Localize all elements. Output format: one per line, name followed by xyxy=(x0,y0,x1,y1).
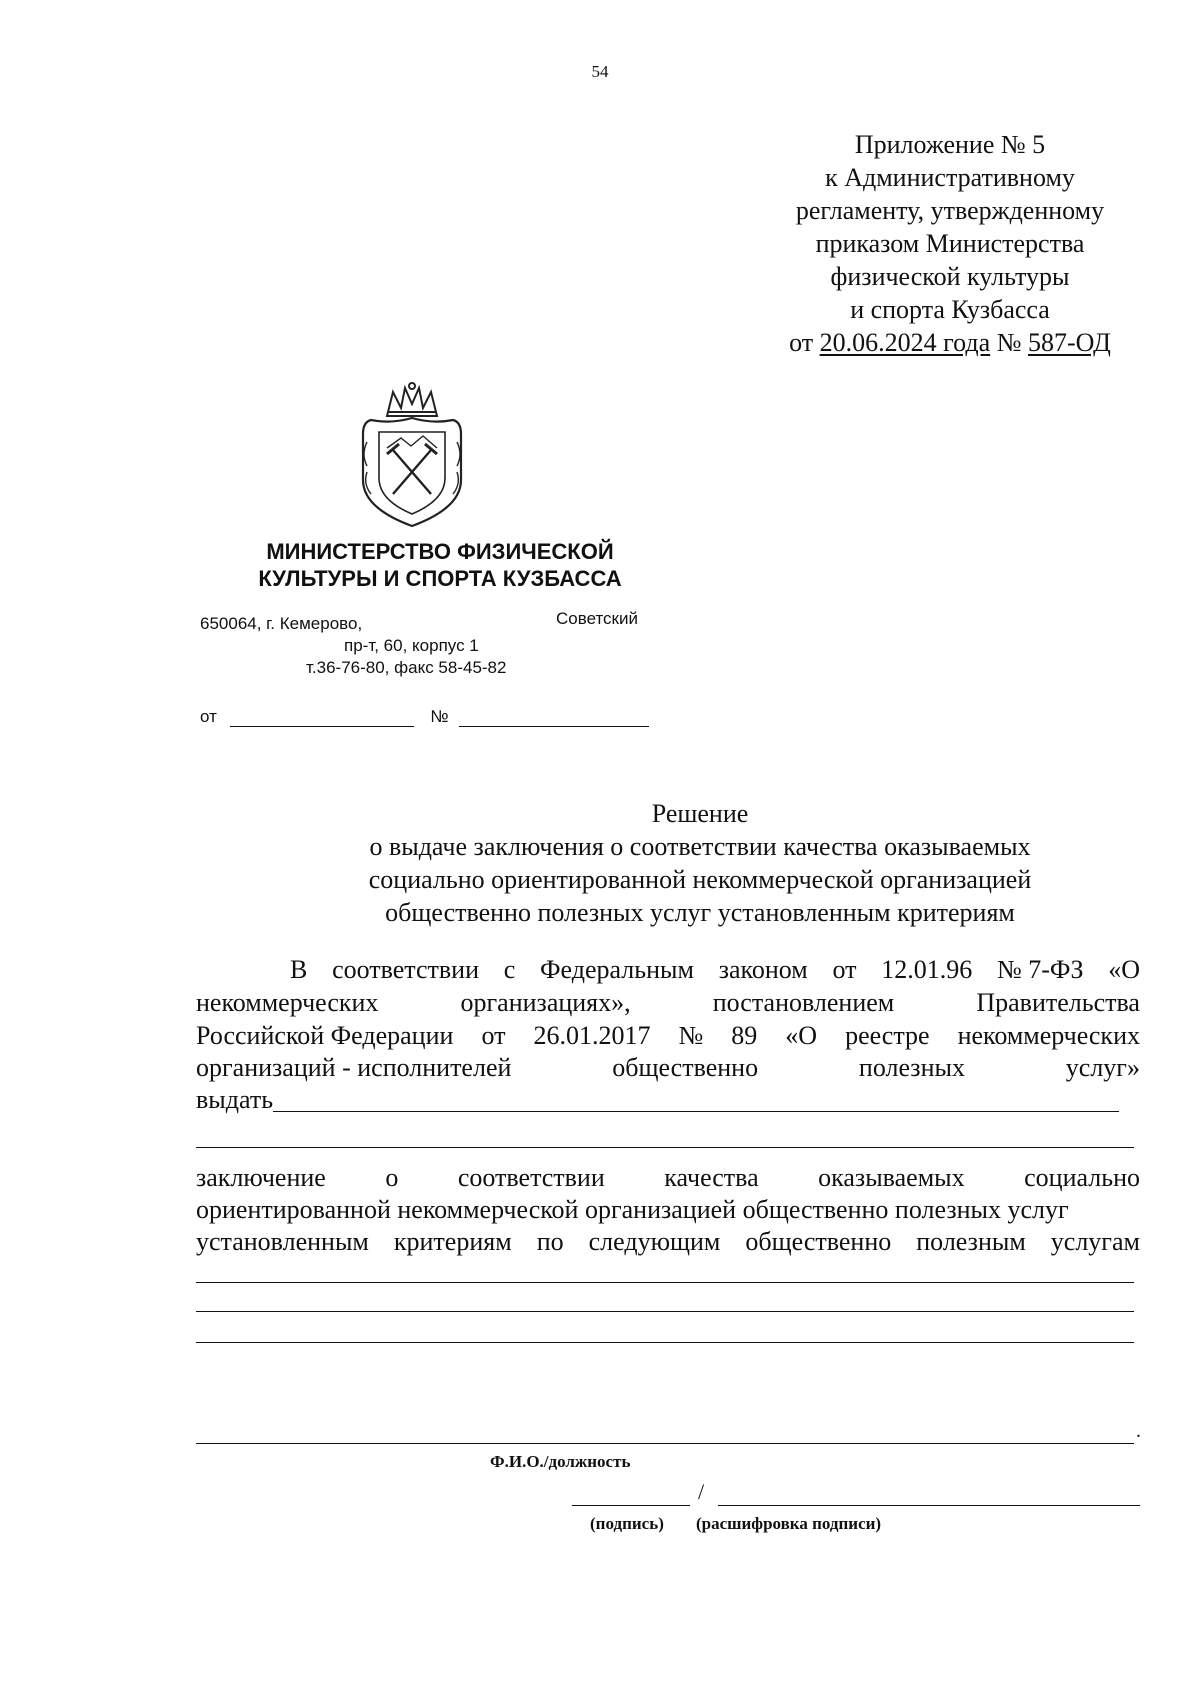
body-word: реестре xyxy=(845,1021,930,1050)
order-number: 587-ОД xyxy=(1028,328,1111,357)
order-number-sign: № xyxy=(996,328,1022,357)
appendix-line: регламенту, утвержденному xyxy=(795,196,1105,225)
signature-decoding-label: (расшифровка подписи) xyxy=(696,1514,882,1533)
body-text xyxy=(196,955,1140,1265)
body-word: о xyxy=(385,1163,399,1192)
body-word: некоммерческих xyxy=(196,988,379,1017)
address-street: Советский xyxy=(556,609,638,628)
services-line[interactable] xyxy=(196,1282,1134,1283)
body-word: 89 xyxy=(731,1021,758,1050)
signature-line[interactable] xyxy=(572,1505,690,1506)
body-word: организаций - исполнителей xyxy=(196,1053,512,1082)
body-word: законом xyxy=(718,955,808,984)
body-word: качества xyxy=(664,1163,759,1192)
order-prefix: от xyxy=(789,328,814,357)
appendix-header xyxy=(740,128,1160,359)
body-line xyxy=(196,1195,1140,1225)
body-word: «О xyxy=(1108,955,1140,984)
body-word: некоммерческих xyxy=(957,1021,1140,1050)
issue-line xyxy=(196,1085,1140,1115)
body-word: заключение xyxy=(196,1163,326,1192)
signature-slash: / xyxy=(698,1479,705,1504)
ministry-name xyxy=(220,538,660,592)
registration-date-label: от xyxy=(200,707,217,726)
body-line xyxy=(196,1163,1140,1193)
body-word: 26.01.2017 xyxy=(533,1021,651,1050)
decision-heading xyxy=(300,797,1100,929)
address-city: 650064, г. Кемерово, xyxy=(200,614,363,633)
body-word: услугам xyxy=(1050,1227,1140,1256)
body-word: по xyxy=(536,1227,564,1256)
body-word: 12.01.96 xyxy=(881,955,973,984)
body-word: общественно xyxy=(612,1053,759,1082)
issue-recipient-field[interactable] xyxy=(273,1085,1119,1112)
body-word: № xyxy=(678,1021,704,1050)
recipient-continuation-line[interactable] xyxy=(196,1147,1134,1148)
name-position-line[interactable] xyxy=(196,1443,1134,1444)
services-line[interactable] xyxy=(196,1342,1134,1343)
body-word: критериям xyxy=(393,1227,512,1256)
body-line xyxy=(196,1053,1140,1083)
body-text-line: ориентированной некоммерческой организацией общественно полезных услуг xyxy=(196,1195,1069,1224)
body-line xyxy=(290,955,1140,985)
signature-decoding-line[interactable] xyxy=(718,1505,1140,1506)
appendix-line: физической культуры xyxy=(830,262,1070,291)
issue-label: выдать xyxy=(196,1085,274,1114)
body-word: полезных xyxy=(858,1053,965,1082)
end-period: . xyxy=(1136,1420,1141,1442)
body-word: социально xyxy=(1024,1163,1140,1192)
name-position-label: Ф.И.О./должность xyxy=(490,1452,631,1471)
body-word: от xyxy=(481,1021,506,1050)
decision-subtitle-line: социально ориентированной некоммерческой организацией xyxy=(368,865,1032,894)
decision-title: Решение xyxy=(651,799,749,828)
registration-number-field[interactable] xyxy=(459,708,649,727)
body-word: соответствии xyxy=(457,1163,605,1192)
ministry-name-line: КУЛЬТУРЫ И СПОРТА КУЗБАССА xyxy=(258,566,622,591)
body-word: общественно xyxy=(745,1227,892,1256)
signature-label: (подпись) xyxy=(590,1514,664,1533)
body-word: «О xyxy=(785,1021,818,1050)
registration-date-field[interactable] xyxy=(230,708,414,727)
ministry-name-line: МИНИСТЕРСТВО ФИЗИЧЕСКОЙ xyxy=(266,539,614,564)
appendix-line: приказом Министерства xyxy=(815,229,1085,258)
phone-fax: т.36-76-80, факс 58-45-82 xyxy=(306,658,507,677)
order-date: 20.06.2024 года xyxy=(819,328,991,357)
address-building: пр-т, 60, корпус 1 xyxy=(344,636,479,655)
body-word: соответствии xyxy=(332,955,479,984)
services-line[interactable] xyxy=(196,1311,1134,1312)
appendix-line: и спорта Кузбасса xyxy=(850,295,1050,324)
body-word: № 7-ФЗ xyxy=(996,955,1084,984)
page-number: 54 xyxy=(591,62,609,81)
body-word: услуг» xyxy=(1065,1053,1140,1082)
coat-of-arms-icon xyxy=(353,382,471,530)
body-word: оказываемых xyxy=(818,1163,965,1192)
body-word: В xyxy=(290,955,308,984)
appendix-line: к Административному xyxy=(825,163,1075,192)
body-word: постановлением xyxy=(712,988,895,1017)
appendix-line: Приложение № 5 xyxy=(854,130,1046,159)
body-word: организациях», xyxy=(460,988,631,1017)
body-word: следующим xyxy=(588,1227,721,1256)
decision-subtitle-line: о выдаче заключения о соответствии качества оказываемых xyxy=(369,832,1031,861)
body-word: Федеральным xyxy=(540,955,694,984)
decision-subtitle-line: общественно полезных услуг установленным критериям xyxy=(385,898,1015,927)
body-line xyxy=(196,1227,1140,1257)
registration-line xyxy=(200,707,660,727)
order-reference xyxy=(740,326,1160,359)
registration-number-label: № xyxy=(430,707,449,726)
body-word: Российской Федерации xyxy=(196,1021,454,1050)
body-line xyxy=(196,1021,1140,1051)
body-word: с xyxy=(503,955,516,984)
body-line xyxy=(196,988,1140,1018)
body-word: полезным xyxy=(916,1227,1026,1256)
body-word: от xyxy=(832,955,857,984)
body-word: установленным xyxy=(196,1227,369,1256)
body-word: Правительства xyxy=(976,988,1140,1017)
